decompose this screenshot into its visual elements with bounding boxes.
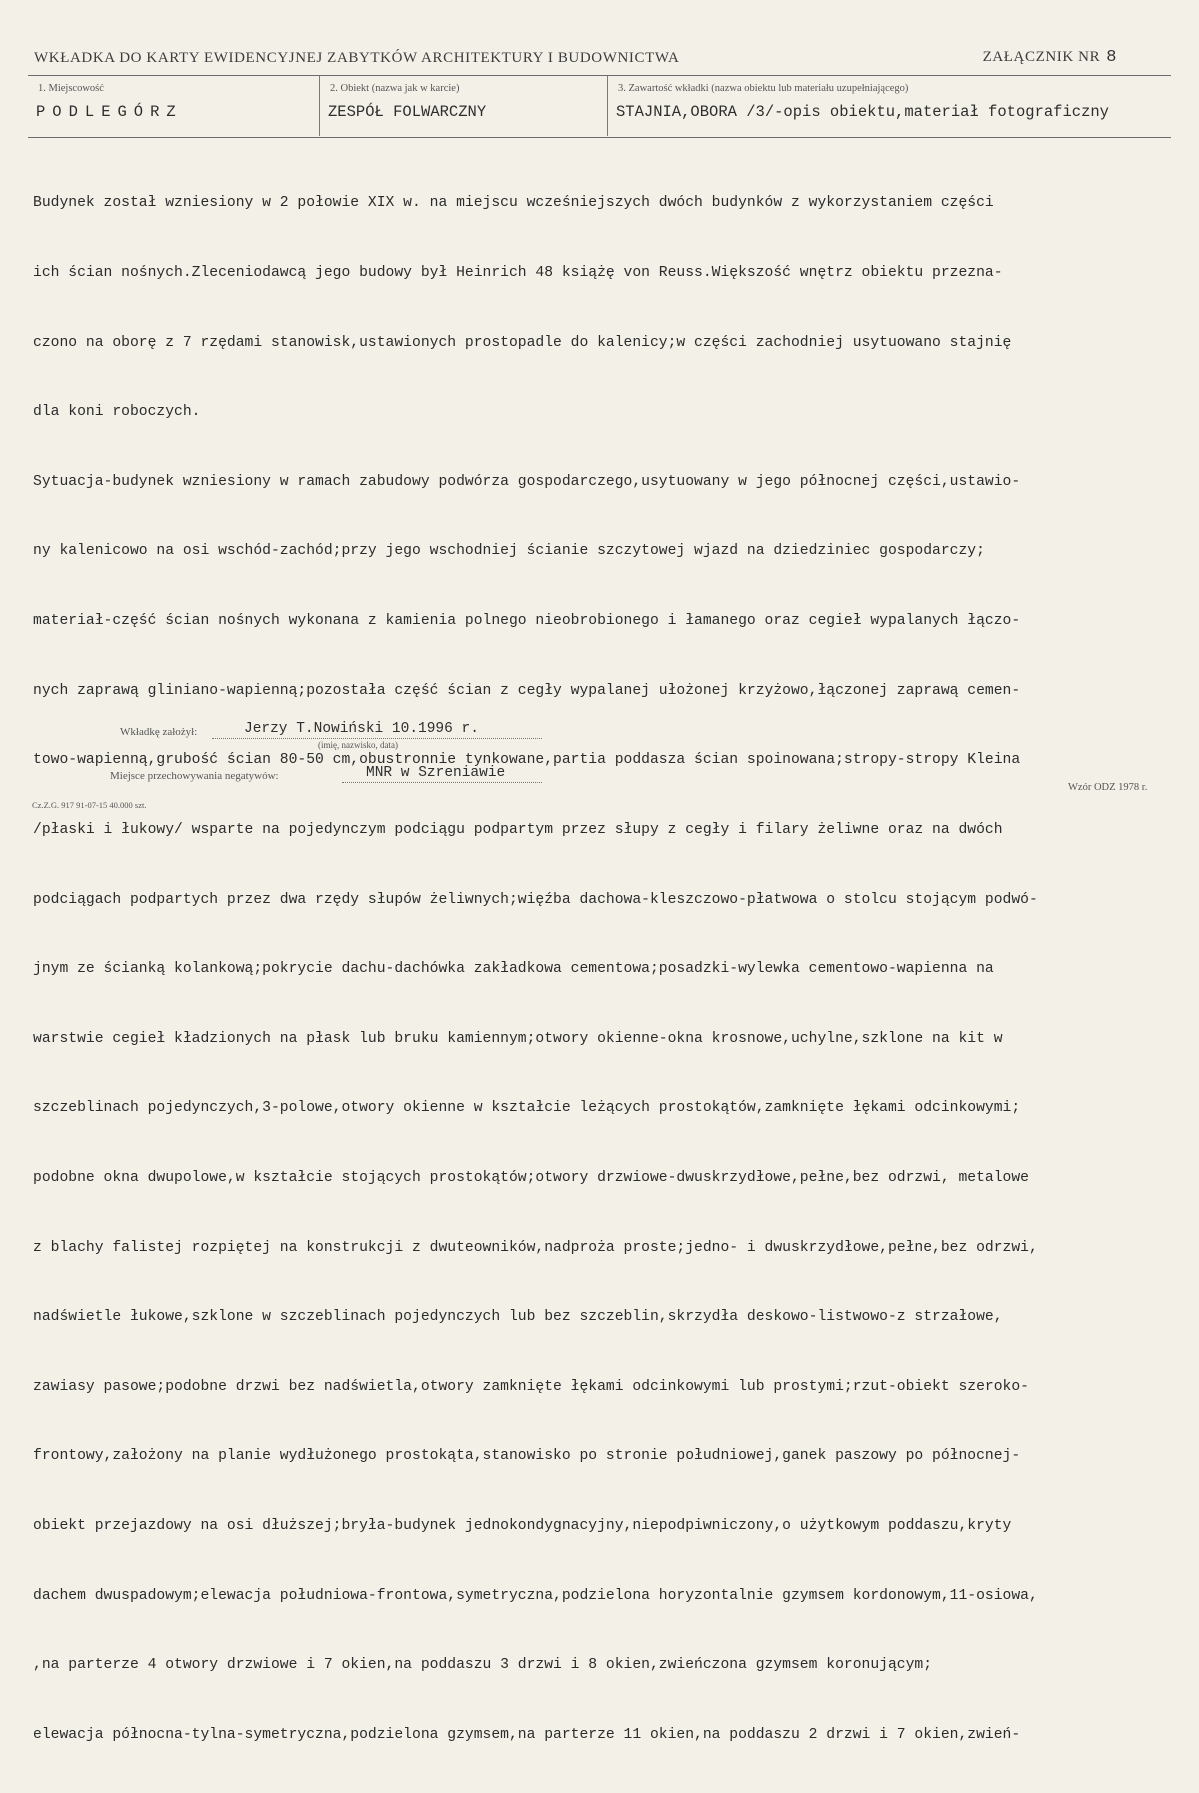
text-line: dla koni roboczych. xyxy=(33,404,201,421)
text-line: jnym ze ścianką kolankową;pokrycie dachu-dachówka zakładkowa cementowa;posadzki-wylewka cementowo-wapienna na xyxy=(33,961,994,978)
field-contents-label: 3. Zawartość wkładki (nazwa obiektu lub materiału uzupełniającego) xyxy=(618,83,909,94)
text-line: ny kalenicowo na osi wschód-zachód;przy jego wschodniej ścianie szczytowej wjazd na dziedziniec gospodarczy; xyxy=(33,543,985,560)
text-line: materiał-część ścian nośnych wykonana z kamienia polnego nieobrobionego i łamanego oraz cegieł wypalanych łączo- xyxy=(33,613,1021,630)
field-rule xyxy=(28,137,1171,138)
description-text xyxy=(33,146,1173,1793)
field-object-value: ZESPÓŁ FOLWARCZNY xyxy=(328,103,487,121)
author-dotted-line xyxy=(212,738,542,739)
text-line: czono na oborę z 7 rzędami stanowisk,ustawionych prostopadle do kalenicy;w części zachodniej usytuowano stajnię xyxy=(33,334,1012,351)
form-code: Wzór ODZ 1978 r. xyxy=(1068,782,1148,793)
author-label: Wkładkę założył: xyxy=(120,726,198,738)
text-line: nadświetle łukowe,szklone w szczeblinach pojedynczych lub bez szczeblin,skrzydła deskowo-listwowo-z strzałowe, xyxy=(33,1309,1003,1326)
field-object-label: 2. Obiekt (nazwa jak w karcie) xyxy=(330,83,460,94)
field-object xyxy=(320,76,608,136)
storage-label: Miejsce przechowywania negatywów: xyxy=(110,770,279,782)
text-line: szczeblinach pojedynczych,3-polowe,otwory okienne w kształcie leżących prostokątów,zamknięte łękami odcinkowymi; xyxy=(33,1100,1021,1117)
text-line: ich ścian nośnych.Zleceniodawcą jego budowy był Heinrich 48 książę von Reuss.Większość wnętrz obiektu przezna- xyxy=(33,265,1003,282)
text-line: Budynek został wzniesiony w 2 połowie XIX w. na miejscu wcześniejszych dwóch budynków z wykorzystaniem części xyxy=(33,195,994,212)
text-line: elewacja północna-tylna-symetryczna,podzielona gzymsem,na parterze 11 okien,na poddaszu 2 drzwi i 7 okien,zwień- xyxy=(33,1726,1021,1743)
text-line: Sytuacja-budynek wzniesiony w ramach zabudowy podwórza gospodarczego,usytuowany w jego północnej części,ustawio- xyxy=(33,473,1021,490)
text-line: podobne okna dwupolowe,w kształcie stojących prostokątów;otwory drzwiowe-dwuskrzydłowe,pełne,bez odrzwi, metalowe xyxy=(33,1169,1029,1186)
author-hint: (imię, nazwisko, data) xyxy=(318,740,398,750)
field-row xyxy=(28,76,1171,136)
annex-label: ZAŁĄCZNIK NR xyxy=(982,49,1101,65)
text-line: nych zaprawą gliniano-wapienną;pozostała część ścian z cegły wypalanej ułożonej krzyżowo,łączonej zaprawą cemen- xyxy=(33,682,1021,699)
print-code: Cz.Z.G. 917 91-07-15 40.000 szt. xyxy=(32,800,147,810)
text-line: ,na parterze 4 otwory drzwiowe i 7 okien,na poddaszu 3 drzwi i 8 okien,zwieńczona gzymsem koronującym; xyxy=(33,1657,933,1674)
field-contents-value: STAJNIA,OBORA /3/-opis obiektu,materiał fotograficzny xyxy=(616,103,1109,121)
field-contents xyxy=(608,76,1171,136)
storage-dotted-line xyxy=(342,782,542,783)
field-locality-value: PODLEGÓRZ xyxy=(36,103,183,121)
text-line: warstwie cegieł kładzionych na płask lub bruku kamiennym;otwory okienne-okna krosnowe,uchylne,szklone na kit w xyxy=(33,1030,1003,1047)
text-line: dachem dwuspadowym;elewacja południowa-frontowa,symetryczna,podzielona horyzontalnie gzymsem kordonowym,11-osiowa, xyxy=(33,1587,1038,1604)
text-line: podciągach podpartych przez dwa rzędy słupów żeliwnych;więźba dachowa-kleszczowo-płatwowa o stolcu stojącym podwó- xyxy=(33,891,1038,908)
text-line: z blachy falistej rozpiętej na konstrukcji z dwuteowników,nadproża proste;jedno- i dwuskrzydłowe,pełne,bez odrzwi, xyxy=(33,1239,1038,1256)
annex-number-label xyxy=(983,48,1117,67)
text-line: obiekt przejazdowy na osi dłuższej;bryła-budynek jednokondygnacyjny,niepodpiwniczony,o użytkowym poddaszu,kryty xyxy=(33,1517,1012,1534)
text-line: /płaski i łukowy/ wsparte na pojedynczym podciągu podpartym przez słupy z cegły i filary żeliwne oraz na dwóch xyxy=(33,821,1003,838)
text-line: towo-wapienną,grubość ścian 80-50 cm,obustronnie tynkowane,partia poddasza ścian spoinowana;stropy-stropy Kleina xyxy=(33,752,1021,769)
author-value: Jerzy T.Nowiński 10.1996 r. xyxy=(244,721,479,737)
annex-number: 8 xyxy=(1106,48,1117,67)
field-locality-label: 1. Miejscowość xyxy=(38,83,104,94)
text-line: zawiasy pasowe;podobne drzwi bez nadświetla,otwory zamknięte łękami odcinkowymi lub prostymi;rzut-obiekt szeroko- xyxy=(33,1378,1029,1395)
field-locality xyxy=(28,76,320,136)
text-line: frontowy,założony na planie wydłużonego prostokąta,stanowisko po stronie południowej,ganek paszowy po północnej- xyxy=(33,1448,1021,1465)
storage-value: MNR w Szreniawie xyxy=(366,765,506,781)
form-title: WKŁADKA DO KARTY EWIDENCYJNEJ ZABYTKÓW ARCHITEKTURY I BUDOWNICTWA xyxy=(34,50,680,66)
